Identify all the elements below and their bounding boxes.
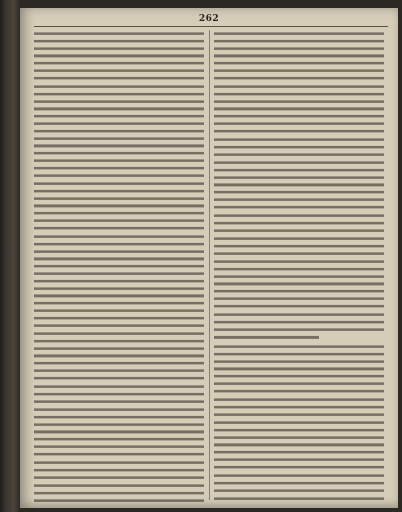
paragraph [214,30,384,82]
column-divider [209,30,210,500]
paragraph [34,459,204,481]
paragraph [214,334,319,342]
paragraph [34,30,204,82]
book-page [20,8,398,508]
paragraph [214,495,384,502]
right-column [214,30,384,502]
paragraph [214,136,384,158]
paragraph [214,343,384,395]
paragraph [34,83,204,179]
paragraph [214,472,384,494]
paragraph [214,311,384,333]
paragraph [34,406,204,458]
paragraph [34,233,204,329]
left-column [34,30,204,502]
paragraph [214,83,384,135]
paragraph [214,235,384,257]
page-number: 262 [198,14,220,24]
paragraph [34,482,204,502]
paragraph [34,180,204,232]
paragraph [34,383,204,405]
paragraph [214,159,384,211]
paragraph [214,419,384,471]
paragraph [214,396,384,418]
paragraph [34,330,204,382]
paragraph [214,258,384,310]
header-rule [34,26,388,27]
paragraph [214,212,384,234]
